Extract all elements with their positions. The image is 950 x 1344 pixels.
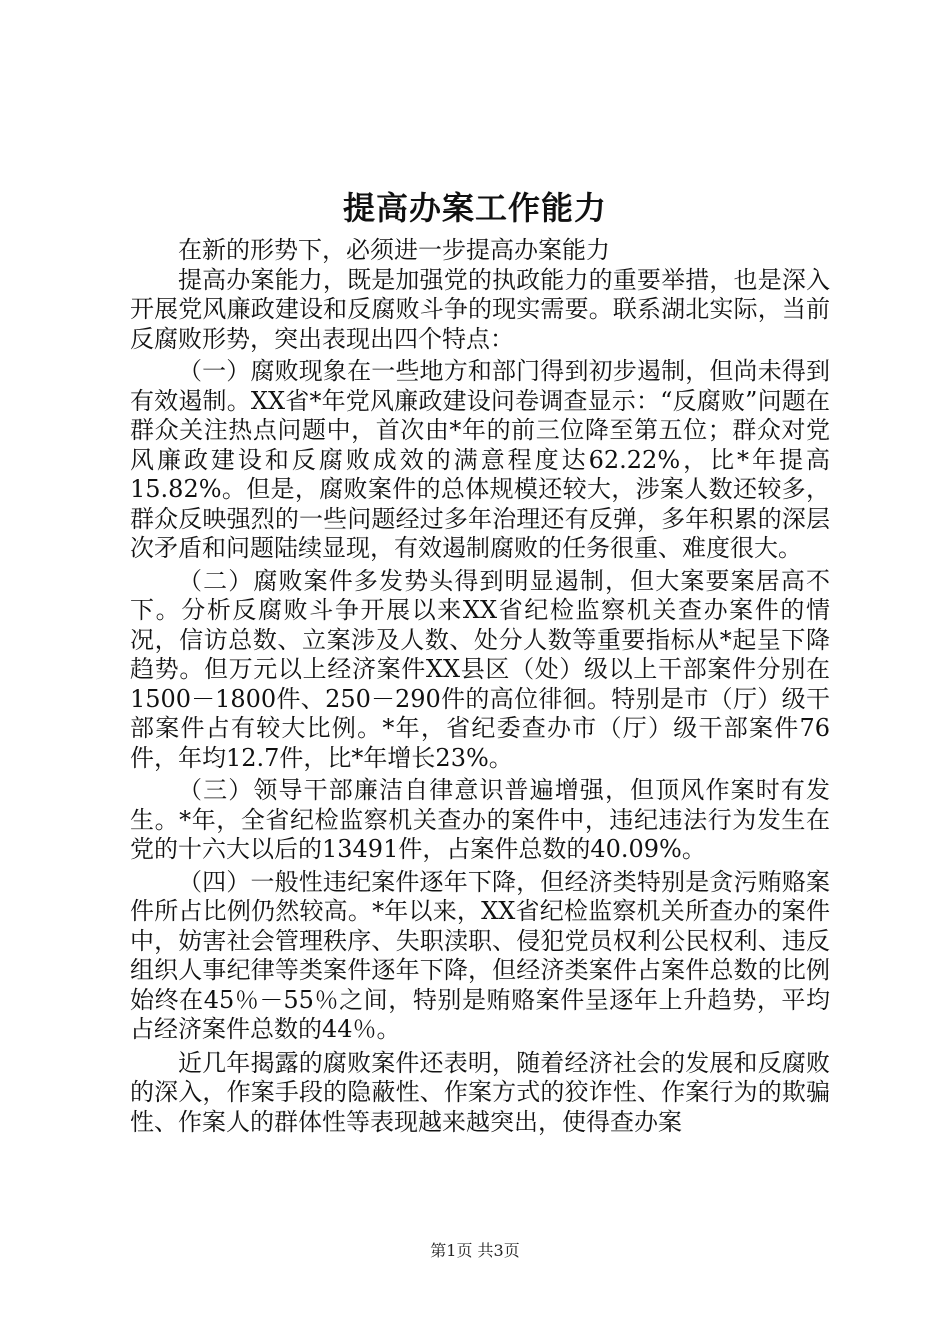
paragraph-conclusion: 近几年揭露的腐败案件还表明，随着经济社会的发展和反腐败的深入，作案手段的隐蔽性、作案方式的狡诈性、作案行为的欺骗性、作案人的群体性等表现越来越突出，使得查办案 [130, 1048, 830, 1136]
document-title: 提高办案工作能力 [342, 189, 607, 227]
document-body [130, 236, 830, 1140]
page-footer: 第1页 共3页 [430, 1241, 520, 1260]
paragraph-intro: 提高办案能力，既是加强党的执政能力的重要举措，也是深入开展党风廉政建设和反腐败斗争的现实需要。联系湖北实际，当前反腐败形势，突出表现出四个特点： [130, 265, 830, 353]
paragraph-heading-line: 在新的形势下，必须进一步提高办案能力 [178, 236, 610, 264]
paragraph-point-4: （四）一般性违纪案件逐年下降，但经济类特别是贪污贿赂案件所占比例仍然较高。*年以来，XX省纪检监察机关所查办的案件中，妨害社会管理秩序、失职渎职、侵犯党员权利公民权利、违反组织人事纪律等类案件逐年下降，但经济类案件占案件总数的比例始终在45％－55％之间，特别是贿赂案件呈逐年上升趋势，平均占经济案件总数的44％。 [130, 867, 830, 1043]
paragraph-point-1: （一）腐败现象在一些地方和部门得到初步遏制，但尚未得到有效遏制。XX省*年党风廉政建设问卷调查显示：“反腐败”问题在群众关注热点问题中，首次由*年的前三位降至第五位；群众对党风廉政建设和反腐败成效的满意程度达62.22%，比*年提高15.82%。但是，腐败案件的总体规模还较大，涉案人数还较多，群众反映强烈的一些问题经过多年治理还有反弹，多年积累的深层次矛盾和问题陆续显现，有效遏制腐败的任务很重、难度很大。 [130, 357, 830, 562]
paragraph-point-3: （三）领导干部廉洁自律意识普遍增强，但顶风作案时有发生。*年，全省纪检监察机关查办的案件中，违纪违法行为发生在党的十六大以后的13491件，占案件总数的40.09%。 [130, 776, 830, 863]
paragraph-point-2: （二）腐败案件多发势头得到明显遏制，但大案要案居高不下。分析反腐败斗争开展以来XX省纪检监察机关查办案件的情况，信访总数、立案涉及人数、处分人数等重要指标从*起呈下降趋势。但万元以上经济案件XX县区（处）级以上干部案件分别在1500－1800件、250－290件的高位徘徊。特别是市（厅）级干部案件占有较大比例。*年，省纪委查办市（厅）级干部案件76件，年均12.7件，比*年增长23%。 [130, 566, 830, 772]
